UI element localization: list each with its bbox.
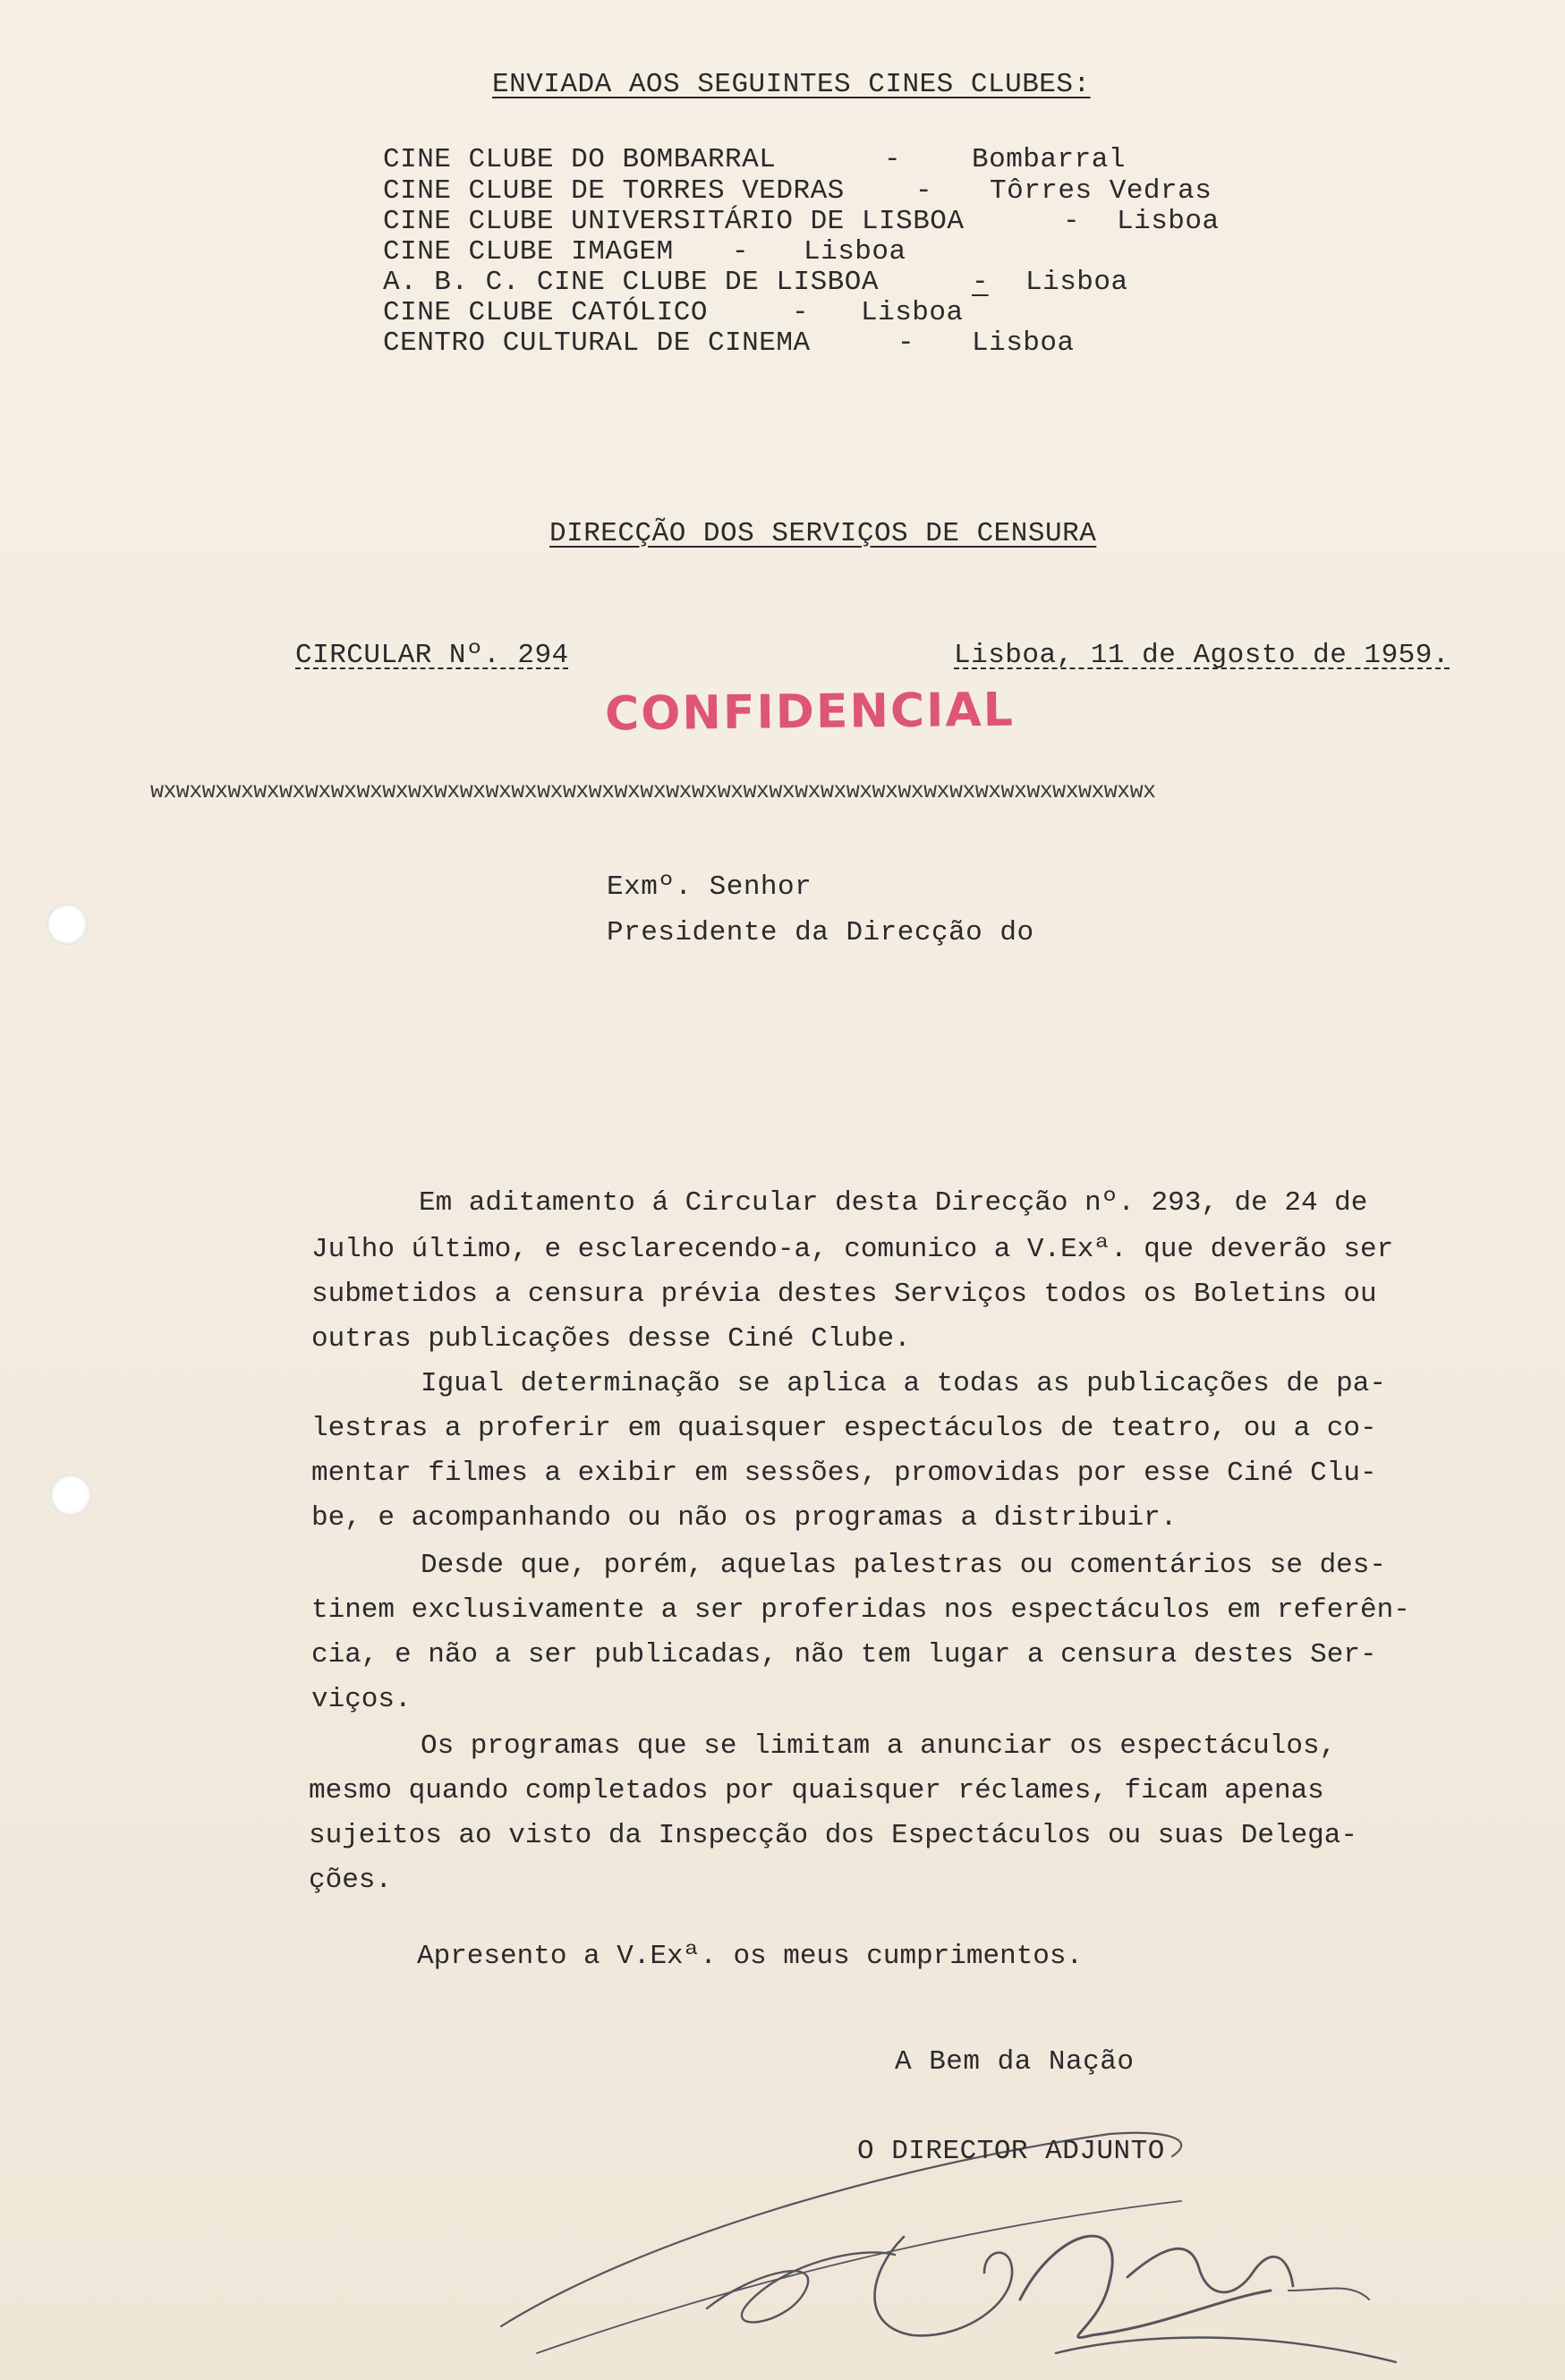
paragraph-line: mentar filmes a exibir em sessões, promovidas por esse Ciné Clu- <box>311 1458 1377 1489</box>
club-name: CINE CLUBE IMAGEM <box>383 236 674 268</box>
club-city: Lisboa <box>861 297 964 328</box>
paragraph-line: sujeitos ao visto da Inspecção dos Espectáculos ou suas Delega- <box>309 1820 1357 1851</box>
club-dash: - <box>732 236 749 268</box>
place-date: Lisboa, 11 de Agosto de 1959. <box>954 640 1450 671</box>
punch-hole-top <box>47 904 88 945</box>
club-dash: - <box>792 297 809 328</box>
paragraph-line: be, e acompanhando ou não os programas a distribuir. <box>311 1502 1178 1534</box>
circular-number: CIRCULAR Nº. 294 <box>295 640 569 671</box>
paragraph-line: viços. <box>311 1684 412 1715</box>
paragraph-line: Julho último, e esclarecendo-a, comunico a V.Exª. que deverão ser <box>311 1234 1394 1265</box>
club-city: Tôrres Vedras <box>990 175 1212 207</box>
paragraph-line: ções. <box>309 1865 393 1896</box>
salutation-line-2: Presidente da Direcção do <box>607 917 1034 948</box>
club-name: CINE CLUBE UNIVERSITÁRIO DE LISBOA <box>383 206 965 237</box>
club-city: Lisboa <box>972 327 1075 359</box>
closing-line: Apresento a V.Exª. os meus cumprimentos. <box>417 1941 1084 1972</box>
authority-heading: DIRECÇÃO DOS SERVIÇOS DE CENSURA <box>549 518 1097 549</box>
signature-scribble <box>483 2067 1467 2380</box>
club-city: Lisboa <box>804 236 906 268</box>
paragraph-line: cia, e não a ser publicadas, não tem lugar a censura destes Ser- <box>311 1639 1377 1670</box>
sign-off-title: O DIRECTOR ADJUNTO <box>857 2136 1165 2167</box>
club-name: CINE CLUBE DE TORRES VEDRAS <box>383 175 845 207</box>
confidential-stamp: CONFIDENCIAL <box>604 683 1016 742</box>
club-city: Bombarral <box>972 144 1126 175</box>
paragraph-line: Igual determinação se aplica a todas as publicações de pa- <box>421 1368 1386 1399</box>
separator-line: wxwxwxwxwxwxwxwxwxwxwxwxwxwxwxwxwxwxwxwxwxwxwxwxwxwxwxwxwxwxwxwxwxwxwxwxwxwxwx <box>150 778 1156 804</box>
club-dash: - <box>1063 206 1080 237</box>
sign-off-motto: A Bem da Nação <box>895 2046 1135 2078</box>
paragraph-line: Em aditamento á Circular desta Direcção nº. 293, de 24 de <box>419 1187 1368 1219</box>
club-name: CINE CLUBE DO BOMBARRAL <box>383 144 777 175</box>
paragraph-line: outras publicações desse Ciné Clube. <box>311 1323 911 1355</box>
punch-hole-bottom <box>50 1475 91 1516</box>
paragraph-line: lestras a proferir em quaisquer espectáculos de teatro, ou a co- <box>311 1413 1377 1444</box>
club-name: CENTRO CULTURAL DE CINEMA <box>383 327 811 359</box>
club-dash: - <box>972 267 989 298</box>
distribution-header: ENVIADA AOS SEGUINTES CINES CLUBES: <box>492 69 1091 100</box>
club-city: Lisboa <box>1025 267 1128 298</box>
paragraph-line: submetidos a censura prévia destes Serviços todos os Boletins ou <box>311 1279 1377 1310</box>
club-name: A. B. C. CINE CLUBE DE LISBOA <box>383 267 879 298</box>
paragraph-line: tinem exclusivamente a ser proferidas nos espectáculos em referên- <box>311 1594 1410 1626</box>
paragraph-line: Os programas que se limitam a anunciar os espectáculos, <box>421 1730 1337 1762</box>
club-city: Lisboa <box>1117 206 1220 237</box>
paragraph-line: mesmo quando completados por quaisquer réclames, ficam apenas <box>309 1775 1324 1806</box>
paragraph-line: Desde que, porém, aquelas palestras ou comentários se des- <box>421 1550 1386 1581</box>
club-dash: - <box>884 144 901 175</box>
club-dash: - <box>915 175 932 207</box>
club-dash: - <box>897 327 914 359</box>
salutation-line-1: Exmº. Senhor <box>607 871 812 903</box>
club-name: CINE CLUBE CATÓLICO <box>383 297 708 328</box>
